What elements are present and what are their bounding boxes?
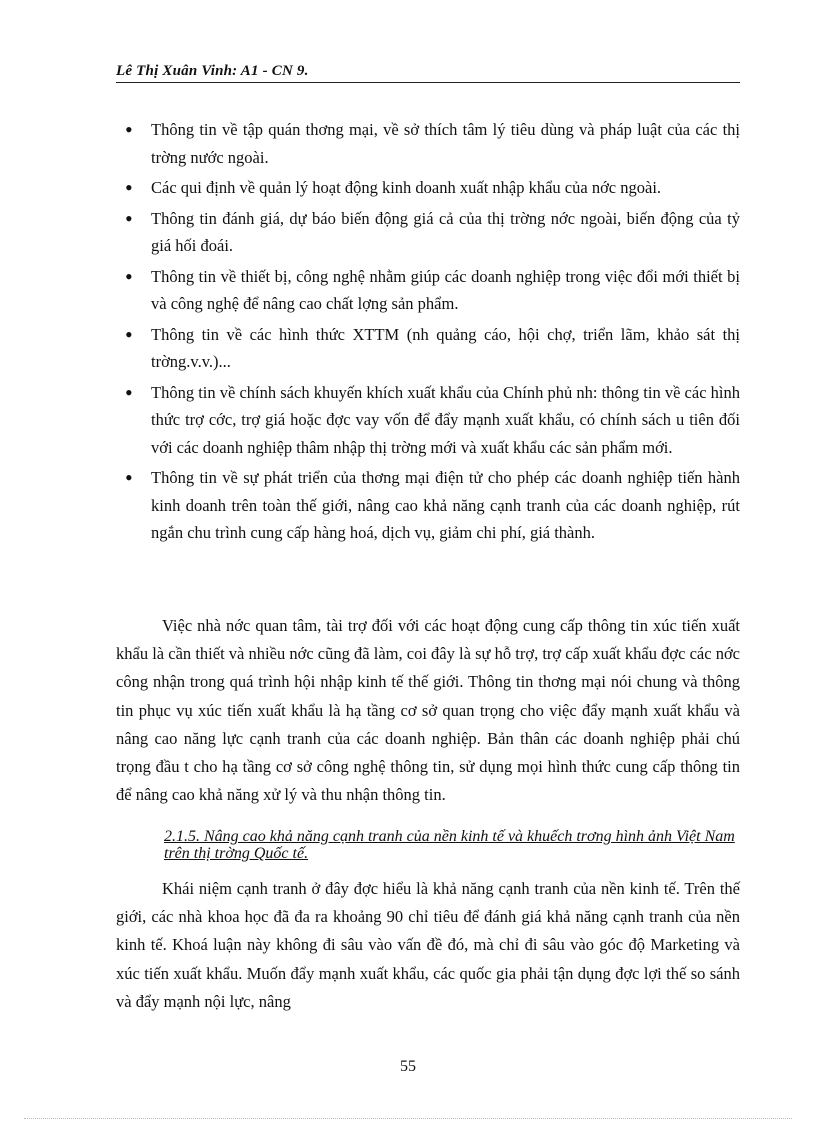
footer-divider [24, 1118, 792, 1119]
bullet-item: • Các qui định về quản lý hoạt động kinh doanh xuất nhập khẩu của nớc ngoài. [122, 174, 740, 202]
body-paragraph: Việc nhà nớc quan tâm, tài trợ đối với các hoạt động cung cấp thông tin xúc tiến xuất khẩu là cần thiết và nhiều nớc cũng đã làm, coi đây là sự hỗ trợ, trợ cấp xuất khẩu đợc các nớc công nhận trong quá trình hội nhập kinh tế thế giới. Thông tin thơng mại nói chung và thông tin phục vụ xúc tiến xuất khẩu là hạ tầng cơ sở quan trọng cho việc đẩy mạnh xuất khẩu và nâng cao năng lực cạnh tranh của các doanh nghiệp. Bản thân các doanh nghiệp phải chú trọng đầu t cho hạ tầng cơ sở công nghệ thông tin, sử dụng mọi hình thức cung cấp thông tin để nâng cao khả năng xử lý và thu nhận thông tin. [116, 616, 740, 805]
header-author-class: Lê Thị Xuân Vinh: A1 - CN 9. [116, 63, 309, 79]
information-bullet-list [122, 116, 740, 550]
bullet-item: • Thông tin về tập quán thơng mại, về sở thích tâm lý tiêu dùng và pháp luật của các thị trờng nước ngoài. [122, 116, 740, 171]
page-header [116, 62, 740, 83]
bullet-item: • Thông tin về các hình thức XTTM (nh quảng cáo, hội chợ, triển lãm, khảo sát thị trờng.v.v.)... [122, 321, 740, 376]
section-heading: 2.1.5. Nâng cao khả năng cạnh tranh của nền kinh tế và khuếch trơng hình ảnh Việt Nam trên thị trờng Quốc tế. [164, 828, 735, 862]
bullet-item: • Thông tin đánh giá, dự báo biến động giá cả của thị trờng nớc ngoài, biến động của tỷ giá hối đoái. [122, 205, 740, 260]
bullet-item: • Thông tin về thiết bị, công nghệ nhằm giúp các doanh nghiệp trong việc đổi mới thiết bị và công nghệ để nâng cao chất lợng sản phẩm. [122, 263, 740, 318]
body-paragraph: Khái niệm cạnh tranh ở đây đợc hiểu là khả năng cạnh tranh của nền kinh tế. Trên thế giới, các nhà khoa học đã đa ra khoảng 90 chỉ tiêu để đánh giá khả năng cạnh tranh của nền kinh tế. Khoá luận này không đi sâu vào vấn đề đó, mà chỉ đi sâu vào góc độ Marketing và xúc tiến xuất khẩu. Muốn đẩy mạnh xuất khẩu, các quốc gia phải tận dụng đợc lợi thế so sánh và đẩy mạnh nội lực, nâng [116, 879, 740, 1011]
page-number: 55 [400, 1058, 416, 1075]
bullet-item: • Thông tin về sự phát triển của thơng mại điện tử cho phép các doanh nghiệp tiến hành kinh doanh trên toàn thế giới, nâng cao khả năng cạnh tranh của các doanh nghiệp, rút ngắn chu trình cung cấp hàng hoá, dịch vụ, giảm chi phí, giá thành. [122, 464, 740, 547]
bullet-item: • Thông tin về chính sách khuyến khích xuất khẩu của Chính phủ nh: thông tin về các hình thức trợ cớc, trợ giá hoặc đợc vay vốn để đẩy mạnh xuất khẩu, có chính sách u tiên đối với các doanh nghiệp thâm nhập thị trờng mới và xuất khẩu các sản phẩm mới. [122, 379, 740, 462]
